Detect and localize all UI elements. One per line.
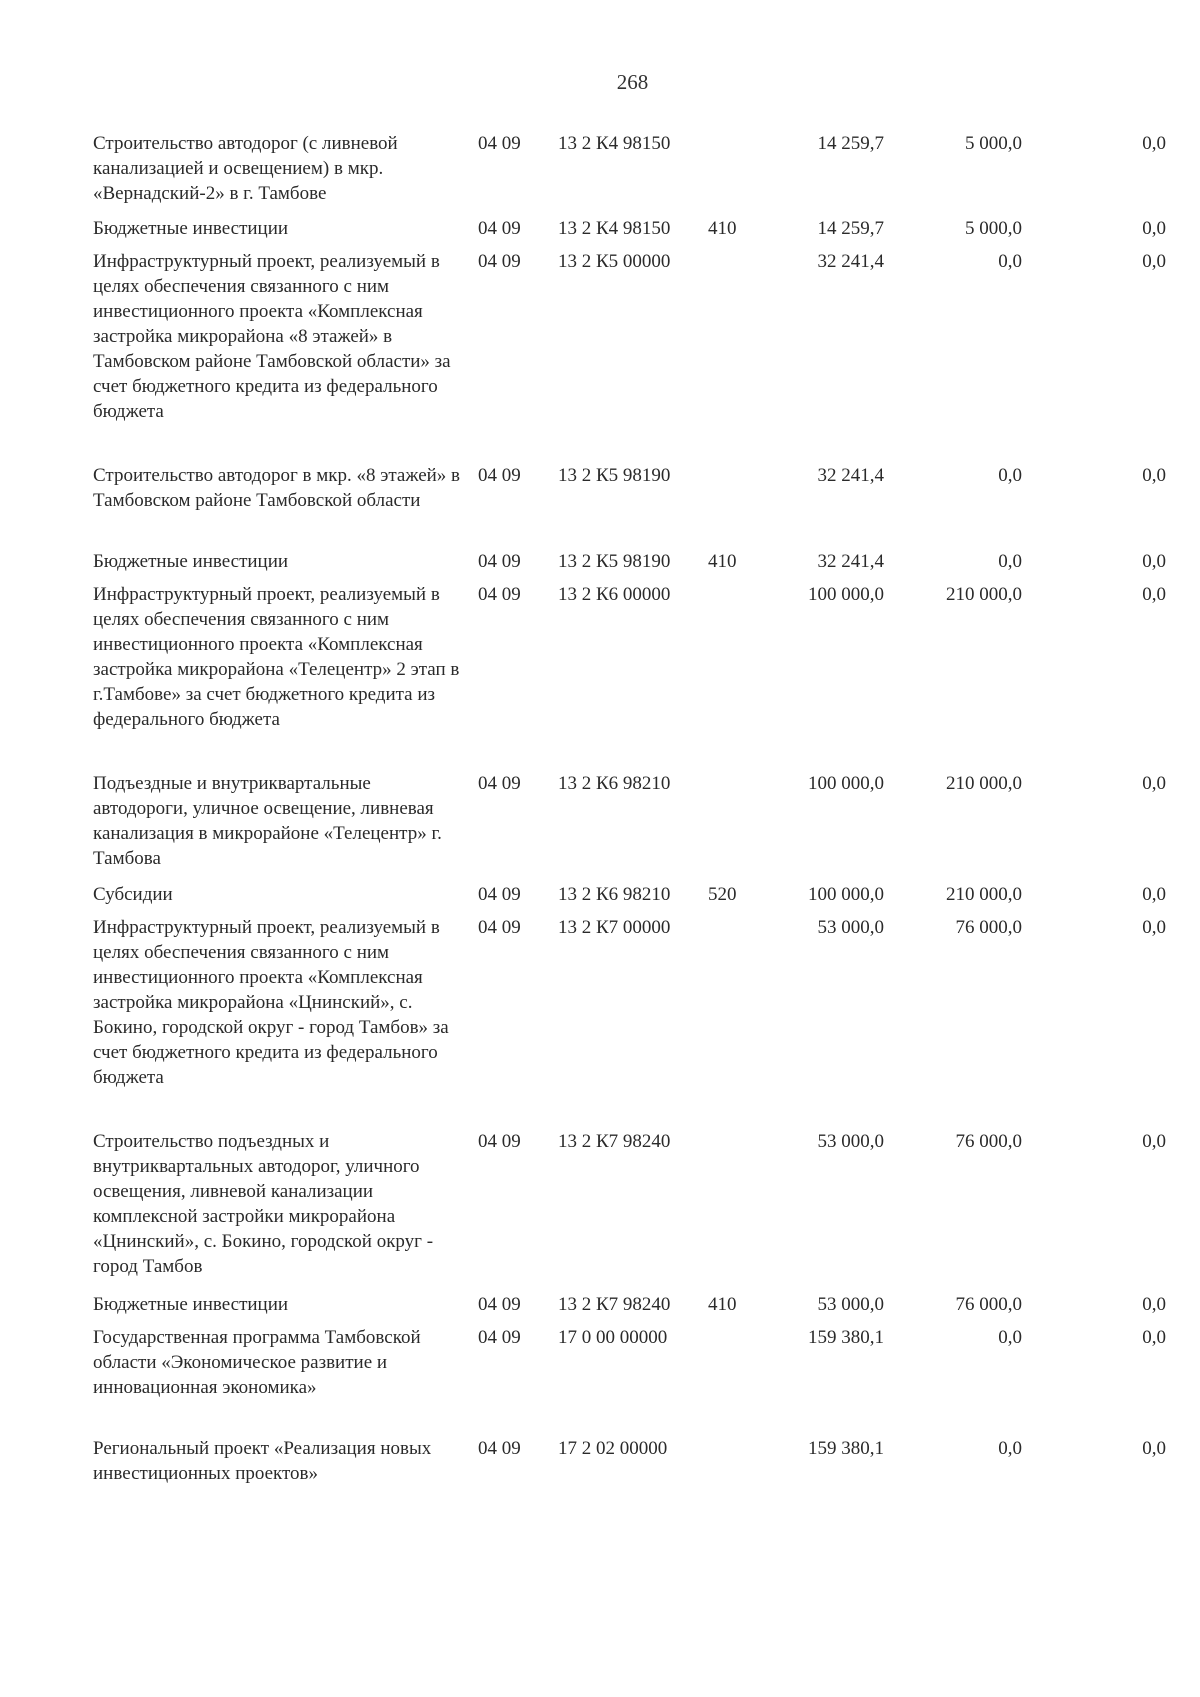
row-amount-2: 76 000,0 xyxy=(955,917,1022,938)
row-name: Инфраструктурный проект, реализуемый в целях обеспечения связанного с ним инвестиционного проекта «Комплексная застройка микрорайона «Телецентр» 2 этап в г.Тамбове» за счет бюджетного кредита из федерального бюджета xyxy=(93,584,460,730)
row-target-code: 13 2 К6 98210 xyxy=(558,884,671,905)
row-name: Бюджетные инвестиции xyxy=(93,551,289,572)
row-amount-1: 14 259,7 xyxy=(817,218,884,239)
row-amount-3: 0,0 xyxy=(1142,465,1166,486)
row-amount-1: 32 241,4 xyxy=(817,465,884,486)
row-amount-3: 0,0 xyxy=(1142,1131,1166,1152)
row-section-code: 04 09 xyxy=(478,917,521,938)
row-amount-3: 0,0 xyxy=(1142,1438,1166,1459)
row-section-code: 04 09 xyxy=(478,218,521,239)
row-amount-2: 0,0 xyxy=(998,465,1022,486)
row-amount-2: 5 000,0 xyxy=(965,218,1022,239)
row-section-code: 04 09 xyxy=(478,1438,521,1459)
row-section-code: 04 09 xyxy=(478,584,521,605)
row-target-code: 13 2 К5 98190 xyxy=(558,551,671,572)
row-target-code: 13 2 К5 98190 xyxy=(558,465,671,486)
row-amount-2: 0,0 xyxy=(998,551,1022,572)
row-target-code: 17 2 02 00000 xyxy=(558,1438,668,1459)
row-section-code: 04 09 xyxy=(478,251,521,272)
row-name: Строительство автодорог в мкр. «8 этажей» в Тамбовском районе Тамбовской области xyxy=(93,465,461,511)
row-amount-3: 0,0 xyxy=(1142,1327,1166,1348)
row-amount-2: 5 000,0 xyxy=(965,133,1022,154)
row-name: Бюджетные инвестиции xyxy=(93,218,289,239)
row-amount-1: 100 000,0 xyxy=(808,584,884,605)
row-amount-1: 159 380,1 xyxy=(808,1327,884,1348)
row-expense-type: 520 xyxy=(708,884,737,905)
row-name: Инфраструктурный проект, реализуемый в целях обеспечения связанного с ним инвестиционного проекта «Комплексная застройка микрорайона «8 этажей» в Тамбовском районе Тамбовской области» за счет бюджетного кредита из федерального бюджета xyxy=(93,251,451,422)
row-amount-1: 32 241,4 xyxy=(817,551,884,572)
row-section-code: 04 09 xyxy=(478,133,521,154)
row-amount-1: 14 259,7 xyxy=(817,133,884,154)
row-amount-3: 0,0 xyxy=(1142,1294,1166,1315)
row-amount-2: 0,0 xyxy=(998,1438,1022,1459)
row-target-code: 13 2 К5 00000 xyxy=(558,251,671,272)
row-target-code: 13 2 К4 98150 xyxy=(558,218,671,239)
row-amount-1: 100 000,0 xyxy=(808,884,884,905)
row-target-code: 13 2 К6 98210 xyxy=(558,773,671,794)
row-amount-3: 0,0 xyxy=(1142,884,1166,905)
row-target-code: 13 2 К7 00000 xyxy=(558,917,671,938)
row-amount-1: 100 000,0 xyxy=(808,773,884,794)
row-name: Региональный проект «Реализация новых инвестиционных проектов» xyxy=(93,1438,432,1484)
row-section-code: 04 09 xyxy=(478,1327,521,1348)
page-number: 268 xyxy=(616,70,649,94)
row-amount-3: 0,0 xyxy=(1142,584,1166,605)
row-section-code: 04 09 xyxy=(478,1294,521,1315)
row-section-code: 04 09 xyxy=(478,465,521,486)
row-amount-1: 32 241,4 xyxy=(817,251,884,272)
row-amount-1: 53 000,0 xyxy=(817,917,884,938)
row-amount-2: 76 000,0 xyxy=(955,1294,1022,1315)
row-section-code: 04 09 xyxy=(478,773,521,794)
row-target-code: 13 2 К4 98150 xyxy=(558,133,671,154)
row-target-code: 13 2 К6 00000 xyxy=(558,584,671,605)
row-amount-2: 210 000,0 xyxy=(946,884,1022,905)
row-name: Строительство автодорог (с ливневой канализацией и освещением) в мкр. «Вернадский-2» в г. Тамбове xyxy=(93,133,398,204)
row-target-code: 17 0 00 00000 xyxy=(558,1327,668,1348)
row-amount-2: 0,0 xyxy=(998,251,1022,272)
row-amount-3: 0,0 xyxy=(1142,251,1166,272)
row-name: Строительство подъездных и внутриквартальных автодорог, уличного освещения, ливневой канализации комплексной застройки микрорайона «Цнинский», с. Бокино, городской округ - город Тамбов xyxy=(93,1131,434,1277)
row-name: Субсидии xyxy=(93,884,173,905)
row-name: Бюджетные инвестиции xyxy=(93,1294,289,1315)
row-target-code: 13 2 К7 98240 xyxy=(558,1294,671,1315)
row-section-code: 04 09 xyxy=(478,884,521,905)
row-amount-2: 76 000,0 xyxy=(955,1131,1022,1152)
row-amount-3: 0,0 xyxy=(1142,773,1166,794)
row-name: Инфраструктурный проект, реализуемый в целях обеспечения связанного с ним инвестиционного проекта «Комплексная застройка микрорайона «Цнинский», с. Бокино, городской округ - город Тамбов» за счет бюджетного кредита из федерального бюджета xyxy=(93,917,449,1088)
row-amount-3: 0,0 xyxy=(1142,133,1166,154)
row-expense-type: 410 xyxy=(708,551,737,572)
row-amount-3: 0,0 xyxy=(1142,218,1166,239)
row-amount-2: 0,0 xyxy=(998,1327,1022,1348)
row-amount-2: 210 000,0 xyxy=(946,773,1022,794)
row-amount-1: 159 380,1 xyxy=(808,1438,884,1459)
row-amount-3: 0,0 xyxy=(1142,551,1166,572)
row-name: Государственная программа Тамбовской области «Экономическое развитие и инновационная экономика» xyxy=(93,1327,421,1398)
row-section-code: 04 09 xyxy=(478,551,521,572)
row-name: Подъездные и внутриквартальные автодороги, уличное освещение, ливневая канализация в микрорайоне «Телецентр» г. Тамбова xyxy=(93,773,442,869)
row-expense-type: 410 xyxy=(708,218,737,239)
row-expense-type: 410 xyxy=(708,1294,737,1315)
row-section-code: 04 09 xyxy=(478,1131,521,1152)
row-amount-2: 210 000,0 xyxy=(946,584,1022,605)
row-amount-3: 0,0 xyxy=(1142,917,1166,938)
row-target-code: 13 2 К7 98240 xyxy=(558,1131,671,1152)
row-amount-1: 53 000,0 xyxy=(817,1131,884,1152)
row-amount-1: 53 000,0 xyxy=(817,1294,884,1315)
